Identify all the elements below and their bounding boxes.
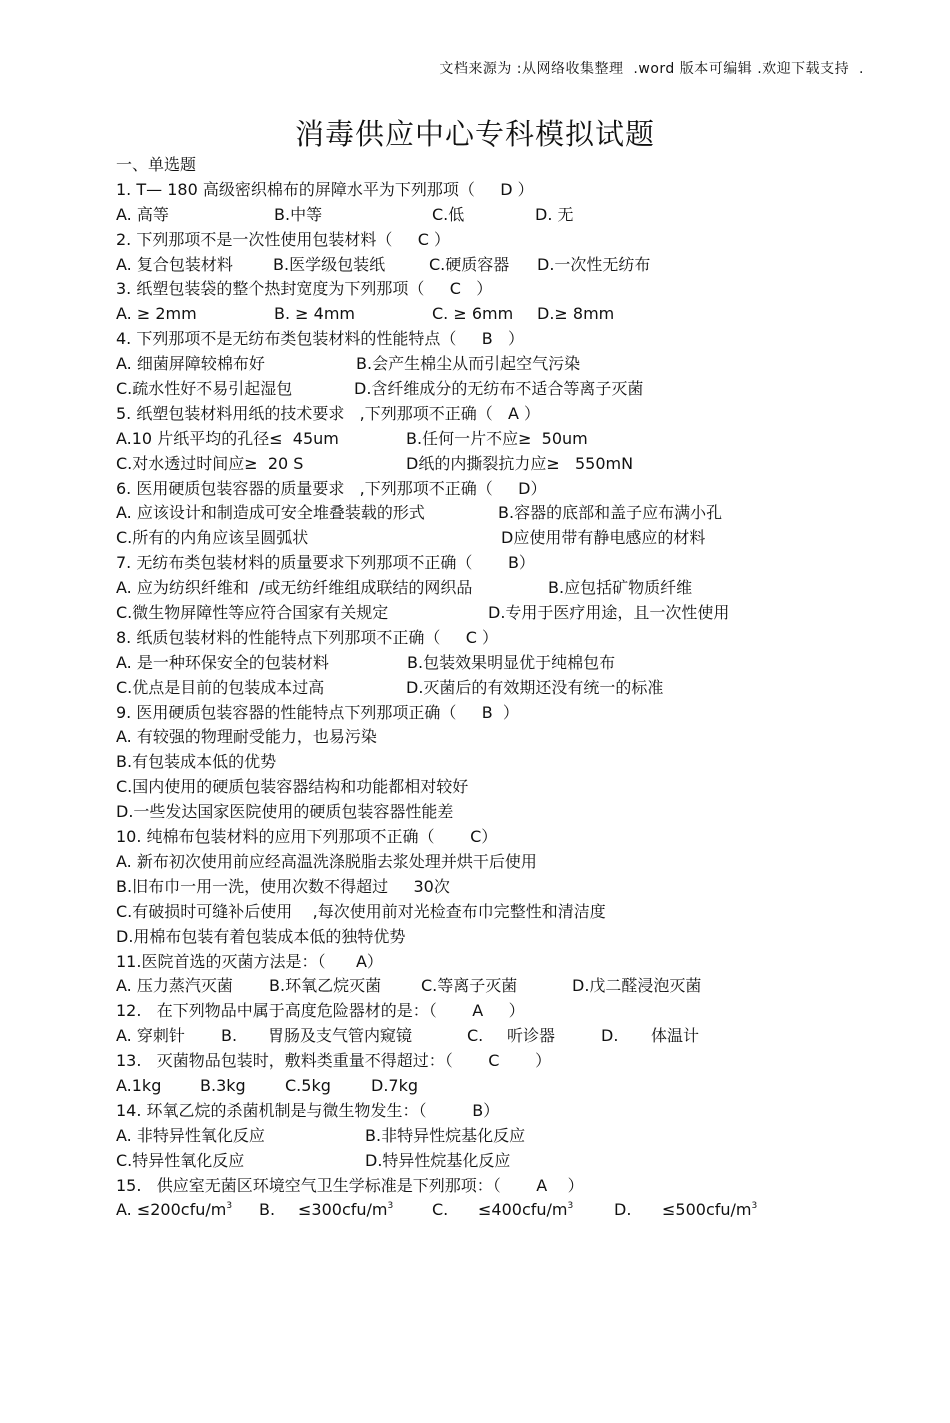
options-row: [116, 1198, 916, 1223]
option-a: A. 应该设计和制造成可安全堆叠装载的形式: [116, 503, 425, 523]
question-1: 1. T— 180 高级密织棉布的屏障水平为下列那项（ D ）: [116, 179, 534, 199]
option-b: B.容器的底部和盖子应布满小孔: [498, 503, 723, 523]
option-c-letter: C.: [432, 1200, 449, 1220]
option-c: C.有破损时可缝补后使用 ,每次使用前对光检查布巾完整性和清洁度: [116, 901, 606, 921]
options-row: [116, 352, 916, 377]
options-row: [116, 377, 916, 402]
option-b: B. ≥ 4mm: [274, 304, 355, 324]
question-11: 11.医院首选的灭菌方法是：（ A）: [116, 951, 383, 971]
option-d-text: 体温计: [651, 1026, 700, 1046]
option-a: A. 穿刺针: [116, 1026, 185, 1046]
option-a: A. 有较强的物理耐受能力，也易污染: [116, 727, 377, 747]
options-row: [116, 253, 916, 278]
option-b: B.环氧乙烷灭菌: [269, 976, 382, 996]
section-title: 一、单选题: [116, 155, 197, 174]
options-row: [116, 427, 916, 452]
option-a: A. 压力蒸汽灭菌: [116, 976, 233, 996]
question-list: [116, 153, 916, 1223]
options-row: [116, 974, 916, 999]
option-d: D.灭菌后的有效期还没有统一的标准: [406, 677, 664, 697]
option-c: C. ≥ 6mm: [432, 304, 514, 324]
option-a: A. 应为纺织纤维和 /或无纺纤维组成联结的网织品: [116, 578, 473, 598]
question-10: 10. 纯棉布包装材料的应用下列那项不正确（ C）: [116, 827, 498, 847]
option-b-text: 胃肠及支气管内窥镜: [268, 1026, 413, 1046]
option-a: A. 复合包装材料: [116, 254, 233, 274]
question-9: 9. 医用硬质包装容器的性能特点下列那项正确（ B ）: [116, 702, 519, 722]
option-c: C.等离子灭菌: [421, 976, 518, 996]
superscript-3: 3: [567, 1201, 574, 1212]
options-row: [116, 601, 916, 626]
question-2: 2. 下列那项不是一次性使用包装材料（ C ）: [116, 229, 451, 249]
option-d: D.用棉布包装有着包装成本低的独特优势: [116, 926, 406, 946]
option-c: C.优点是目前的包装成本过高: [116, 677, 325, 697]
options-row: [116, 501, 916, 526]
options-row: [116, 576, 916, 601]
option-b: B.非特异性烷基化反应: [365, 1125, 526, 1145]
option-d: D.7kg: [371, 1075, 419, 1095]
option-c: C.微生物屏障性等应符合国家有关规定: [116, 603, 389, 623]
options-row: [116, 1024, 916, 1049]
question-14: 14. 环氧乙烷的杀菌机制是与微生物发生：（ B）: [116, 1100, 500, 1120]
option-d: D应使用带有静电感应的材料: [501, 528, 706, 548]
options-row: [116, 302, 916, 327]
option-b: B.中等: [274, 204, 323, 224]
option-b-letter: B.: [259, 1200, 276, 1220]
options-row: [116, 1149, 916, 1174]
option-c: C.5kg: [285, 1075, 331, 1095]
option-c: C.特异性氧化反应: [116, 1150, 245, 1170]
question-4: 4. 下列那项不是无纺布类包装材料的性能特点（ B ）: [116, 329, 525, 349]
option-a: A. 细菌屏障较棉布好: [116, 354, 265, 374]
option-c: C.疏水性好不易引起湿包: [116, 379, 293, 399]
options-row: [116, 676, 916, 701]
option-c: $\le 400cfu/m^3$: [478, 1200, 574, 1220]
question-13: 13. 灭菌物品包装时，敷料类重量不得超过：（ C ）: [116, 1051, 552, 1071]
option-a: A.10 片纸平均的孔径≤ 45um: [116, 428, 339, 448]
option-b: $\le 300cfu/m^3$: [298, 1200, 394, 1220]
options-row: [116, 203, 916, 228]
option-a: A. 非特异性氧化反应: [116, 1125, 265, 1145]
option-d: D.戊二醛浸泡灭菌: [572, 976, 702, 996]
option-c-letter: C.: [467, 1026, 484, 1046]
option-a: A. ≥ 2mm: [116, 304, 197, 324]
superscript-3: 3: [387, 1201, 394, 1212]
option-a: A. 新布初次使用前应经高温洗涤脱脂去浆处理并烘干后使用: [116, 851, 537, 871]
option-c: C.对水透过时间应≥ 20 S: [116, 453, 304, 473]
option-d: $\le 500cfu/m^3$: [662, 1200, 758, 1220]
superscript-3: 3: [751, 1201, 758, 1212]
options-row: [116, 1074, 916, 1099]
question-15: 15. 供应室无菌区环境空气卫生学标准是下列那项：（ A ）: [116, 1175, 584, 1195]
option-a: A.1kg: [116, 1075, 162, 1095]
option-d: D.专用于医疗用途，且一次性使用: [488, 603, 730, 623]
option-d-letter: D.: [614, 1200, 632, 1220]
option-d-letter: D.: [601, 1026, 619, 1046]
option-b: B.包装效果明显优于纯棉包布: [407, 652, 616, 672]
option-b: B.会产生棉尘从而引起空气污染: [356, 354, 581, 374]
option-b: B.应包括矿物质纤维: [548, 578, 693, 598]
option-c: C.低: [432, 204, 465, 224]
question-3: 3. 纸塑包装袋的整个热封宽度为下列那项（ C ）: [116, 279, 493, 299]
options-row: [116, 651, 916, 676]
options-row: [116, 526, 916, 551]
option-b: B.旧布巾一用一洗，使用次数不得超过 30次: [116, 876, 450, 896]
option-c: C.所有的内角应该呈圆弧状: [116, 528, 309, 548]
option-b: B.3kg: [200, 1075, 246, 1095]
option-d: D. 无: [535, 204, 574, 224]
question-12: 12. 在下列物品中属于高度危险器材的是：（ A ）: [116, 1001, 525, 1021]
option-d: D.特异性烷基化反应: [365, 1150, 511, 1170]
option-b: B.任何一片不应≥ 50um: [406, 428, 588, 448]
option-b-letter: B.: [221, 1026, 238, 1046]
option-c: C.硬质容器: [429, 254, 510, 274]
option-a: A. 是一种环保安全的包装材料: [116, 652, 329, 672]
option-c: C.国内使用的硬质包装容器结构和功能都相对较好: [116, 777, 469, 797]
question-7: 7. 无纺布类包装材料的质量要求下列那项不正确（ B）: [116, 553, 535, 573]
option-d: D.一些发达国家医院使用的硬质包装容器性能差: [116, 802, 454, 822]
option-d: D纸的内撕裂抗力应≥ 550mN: [406, 453, 634, 473]
options-row: [116, 1124, 916, 1149]
question-8: 8. 纸质包装材料的性能特点下列那项不正确（ C ）: [116, 627, 499, 647]
option-c-text: 听诊器: [507, 1026, 556, 1046]
option-a: A. 高等: [116, 204, 169, 224]
document-title: 消毒供应中心专科模拟试题: [294, 117, 655, 151]
question-5: 5. 纸塑包装材料用纸的技术要求 ,下列那项不正确（ A ）: [116, 403, 540, 423]
option-b: B.医学级包装纸: [273, 254, 386, 274]
option-a: A. $\le 200cfu/m^3$: [116, 1200, 233, 1220]
question-6: 6. 医用硬质包装容器的质量要求 ,下列那项不正确（ D）: [116, 478, 547, 498]
options-row: [116, 452, 916, 477]
superscript-3: 3: [226, 1201, 233, 1212]
option-b: B.有包装成本低的优势: [116, 752, 277, 772]
header-note: 文档来源为 :从网络收集整理 .word 版本可编辑 .欢迎下载支持 .: [439, 61, 864, 77]
option-d: D.一次性无纺布: [537, 254, 651, 274]
option-d: D.含纤维成分的无纺布不适合等离子灭菌: [354, 379, 644, 399]
option-d: D.≥ 8mm: [537, 304, 615, 324]
